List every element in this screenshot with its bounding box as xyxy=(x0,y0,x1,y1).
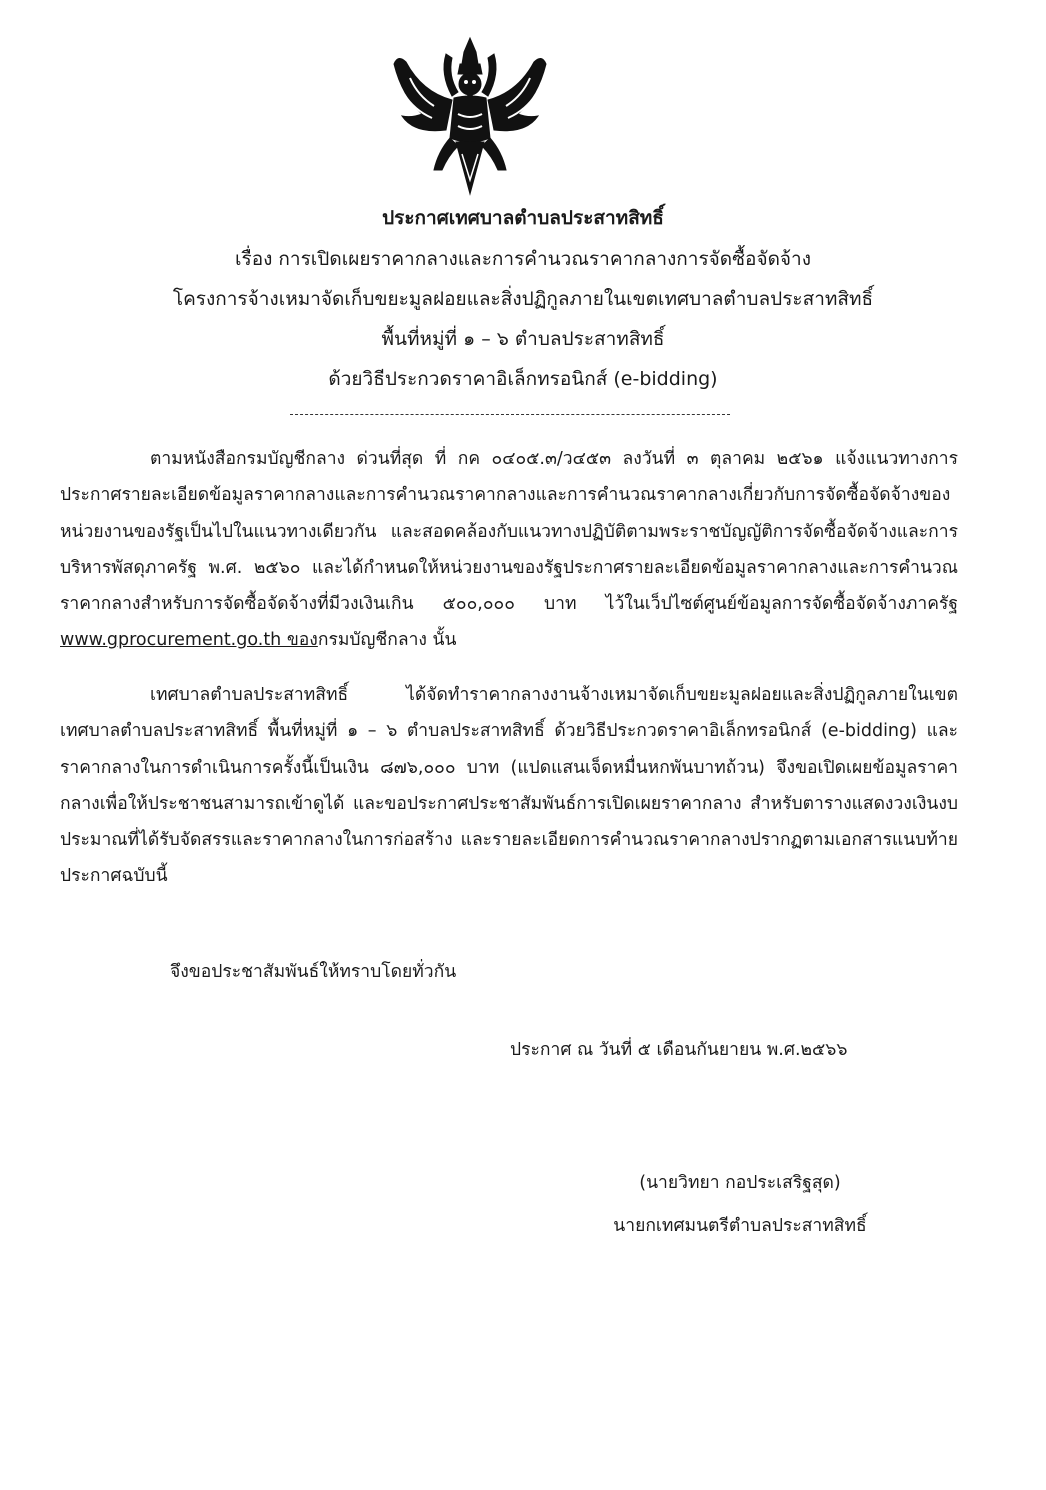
project-line: โครงการจ้างเหมาจัดเก็บขยะมูลฝอยและสิ่งปฏิกูลภายในเขตเทศบาลตำบลประสาทสิทธิ์ xyxy=(172,288,874,310)
paragraph-2: เทศบาลตำบลประสาทสิทธิ์ ได้จัดทำราคากลางงานจ้างเหมาจัดเก็บขยะมูลฝอยและสิ่งปฏิกูลภายในเขตเทศบาลตำบลประสาทสิทธิ์ พื้นที่หมู่ที่ ๑ – ๖ ตำบลประสาทสิทธิ์ ด้วยวิธีประกวดราคาอิเล็กทรอนิกส์ (e-bidding) และราคากลางในการดำเนินการครั้งนี้เป็นเงิน ๘๗๖,๐๐๐ บาท (แปดแสนเจ็ดหมื่นหกพันบาทถ้วน) จึงขอเปิดเผยข้อมูลราคากลางเพื่อให้ประชาชนสามารถเข้าดูได้ และขอประกาศประชาสัมพันธ์การเปิดเผยราคากลาง สำหรับตารางแสดงวงเงินงบประมาณที่ได้รับจัดสรรและราคากลางในการก่อสร้าง และรายละเอียดการคำนวณราคากลางปรากฏตามเอกสารแนบท้ายประกาศฉบับนี้ xyxy=(60,685,958,887)
signatory-name: (นายวิทยา กอประเสริฐสุด) xyxy=(639,1173,841,1193)
paragraph-1 xyxy=(60,441,958,659)
paragraph-1-text: ตามหนังสือกรมบัญชีกลาง ด่วนที่สุด ที่ กค ๐๔๐๕.๓/ว๔๕๓ ลงวันที่ ๓ ตุลาคม ๒๕๖๑ แจ้งแนวทางการประกาศรายละเอียดข้อมูลราคากลางและการคำนวณราคากลางและการคำนวณราคากลางเกี่ยวกับการจัดซื้อจัดจ้างของหน่วยงานของรัฐเป็นไปในแนวทางเดียวกัน และสอดคล้องกับแนวทางปฏิบัติตามพระราชบัญญัติการจัดซื้อจัดจ้างและการบริหารพัสดุภาครัฐ พ.ศ. ๒๕๖๐ และได้กำหนดให้หน่วยงานของรัฐประกาศรายละเอียดข้อมูลราคากลางและการคำนวณราคากลางสำหรับการจัดซื้อจัดจ้างที่มีวงเงินเกิน ๕๐๐,๐๐๐ บาท ไว้ในเว็ปไซต์ศูนย์ข้อมูลการจัดซื้อจัดจ้างภาครัฐ xyxy=(60,449,958,615)
header-divider xyxy=(290,414,730,415)
method-line: ด้วยวิธีประกวดราคาอิเล็กทรอนิกส์ (e-bidding) xyxy=(328,368,718,390)
gprocurement-link[interactable]: www.gprocurement.go.th ของ xyxy=(60,630,318,651)
garuda-emblem-icon xyxy=(392,34,548,198)
announcement-date: ประกาศ ณ วันที่ ๕ เดือนกันยายน พ.ศ.๒๕๖๖ xyxy=(510,1040,848,1060)
subject-line: เรื่อง การเปิดเผยราคากลางและการคำนวณราคากลางการจัดซื้อจัดจ้าง xyxy=(235,248,811,270)
announcement-title: ประกาศเทศบาลตำบลประสาทสิทธิ์ xyxy=(382,207,664,229)
paragraph-1-tail: กรมบัญชีกลาง นั้น xyxy=(317,630,457,651)
announcement-closing: จึงขอประชาสัมพันธ์ให้ทราบโดยทั่วกัน xyxy=(170,962,457,982)
signatory-position: นายกเทศมนตรีตำบลประสาทสิทธิ์ xyxy=(613,1216,867,1236)
area-line: พื้นที่หมู่ที่ ๑ – ๖ ตำบลประสาทสิทธิ์ xyxy=(381,328,665,350)
